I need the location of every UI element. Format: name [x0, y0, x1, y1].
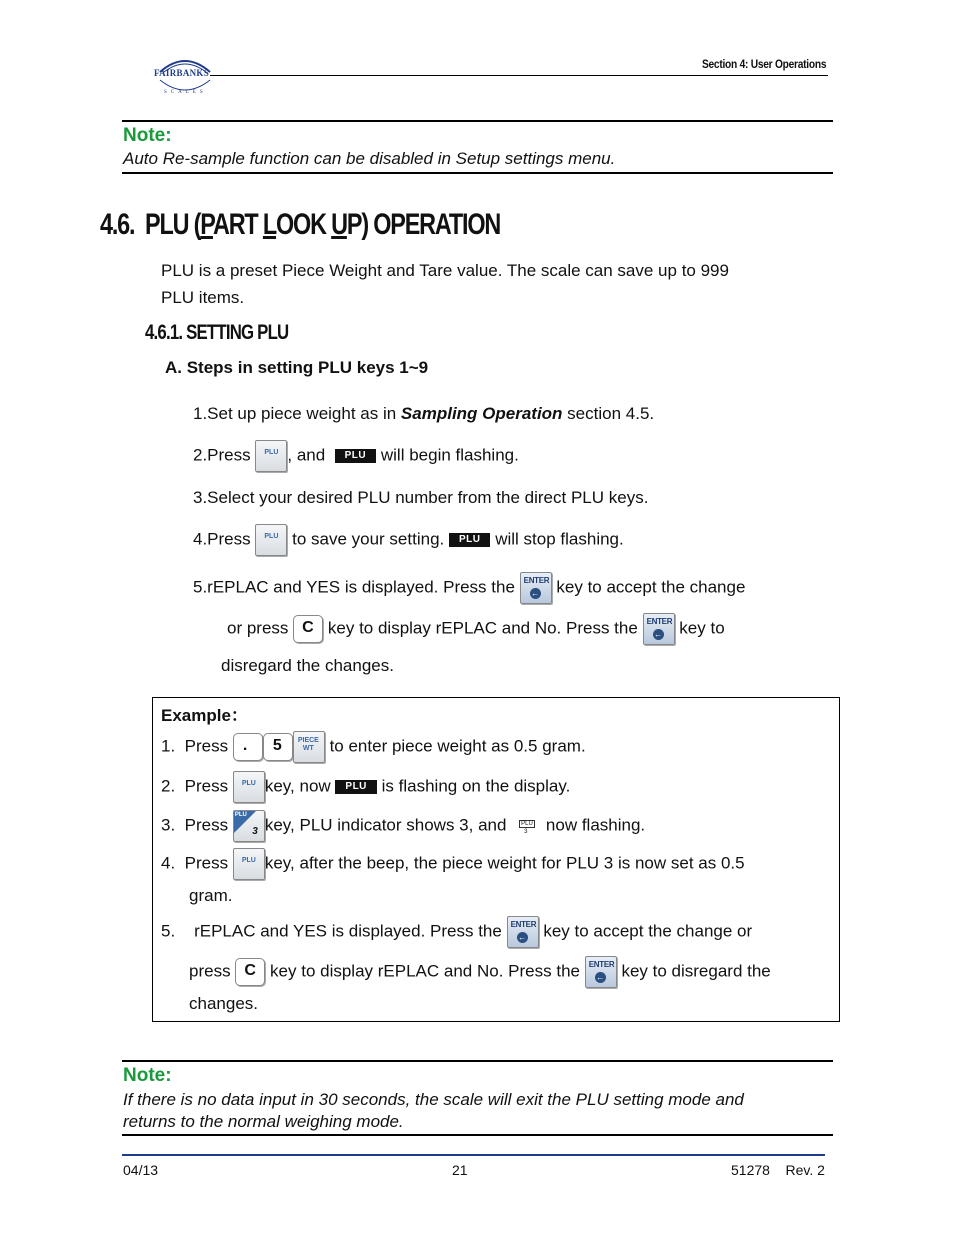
example-text: to enter piece weight as 0.5 gram.: [329, 736, 586, 756]
heading-part: OOK: [276, 208, 332, 241]
step-5-end: disregard the changes.: [221, 656, 394, 675]
example-num: 4.: [161, 853, 176, 873]
plu-key-icon: [233, 771, 265, 803]
enter-key-icon: [585, 956, 617, 988]
doc-number: 51278 Rev. 2: [731, 1162, 825, 1178]
plu-key-icon: [255, 440, 287, 472]
step-text: 4.Press: [193, 529, 251, 549]
page-number: 21: [452, 1162, 468, 1178]
fairbanks-logo: [150, 52, 220, 100]
logo-text: FAIRBANKS: [154, 68, 210, 78]
intro-line: PLU is a preset Piece Weight and Tare value. The scale can save up to 999: [161, 261, 729, 280]
example-num: 1.: [161, 736, 176, 756]
example-step-5: [161, 916, 752, 948]
example-text: key to disregard the: [621, 961, 771, 981]
example-text: now flashing.: [545, 815, 646, 835]
example-text: is flashing on the display.: [381, 776, 571, 796]
heading-part: L: [262, 208, 277, 241]
example-step-4: [161, 848, 745, 880]
step-text: key to accept the change: [556, 577, 746, 597]
key-arrow: ←: [654, 630, 663, 639]
example-num: 3.: [161, 815, 176, 835]
step-1: [193, 404, 654, 424]
key-cap: PLU: [264, 533, 279, 540]
key-cap: ENTER: [588, 960, 615, 969]
note-body: [123, 1089, 744, 1133]
example-step-4-cont: gram.: [189, 886, 233, 905]
step-3: 3.Select your desired PLU number from the direct PLU keys.: [193, 488, 649, 507]
key-cap-line: WT: [302, 745, 314, 752]
example-num: 5.: [161, 921, 176, 941]
note-title: Note:: [123, 125, 172, 146]
key-arrow: ←: [596, 973, 605, 982]
heading-number: 4.6.: [100, 208, 135, 241]
key-cap: PLU: [234, 812, 247, 818]
piece-wt-key-icon: [293, 731, 325, 763]
heading-part: P: [200, 208, 213, 241]
intro-line: PLU items.: [161, 288, 245, 307]
intro-paragraph: [161, 257, 729, 311]
footer-date: 04/13: [123, 1162, 159, 1178]
footer-rule: [122, 1154, 825, 1156]
key-arrow: ←: [531, 589, 540, 598]
note-body: Auto Re-sample function can be disabled in Setup settings menu.: [123, 149, 616, 168]
indicator-label: PLU: [521, 821, 533, 827]
header-rule: [210, 75, 828, 76]
c-key-icon: [235, 958, 265, 986]
example-num: 2.: [161, 776, 176, 796]
key-cap: ENTER: [523, 576, 550, 585]
step-text: will begin flashing.: [380, 445, 519, 465]
heading-part: U: [331, 208, 347, 241]
enter-key-icon: [507, 916, 539, 948]
five-key-icon: [263, 733, 293, 761]
example-text: Press: [184, 736, 229, 756]
note-line: If there is no data input in 30 seconds, the scale will exit the PLU setting mode and: [123, 1090, 744, 1109]
logo-subtext: SCALES: [164, 90, 207, 95]
step-text: key to display rEPLAC and No. Press the: [327, 618, 638, 638]
key-cap: ENTER: [510, 920, 537, 929]
plu-indicator-badge: PLU: [335, 449, 377, 463]
key-cap: ENTER: [646, 617, 673, 626]
step-text: key to: [679, 618, 725, 638]
example-text: key, after the beep, the piece weight for PLU 3 is now set as 0.5: [264, 853, 745, 873]
example-text: rEPLAC and YES is displayed. Press the: [194, 921, 502, 941]
plu-3-key-icon: [233, 810, 265, 842]
step-2: [193, 440, 519, 472]
example-text: Press: [184, 815, 229, 835]
key-cap: 5: [272, 737, 282, 754]
step-text: 2.Press: [193, 445, 251, 465]
key-cap: PLU: [241, 780, 256, 787]
step-4: [193, 524, 624, 556]
example-text: key to display rEPLAC and No. Press the: [270, 961, 580, 981]
subheading: 4.6.1. SETTING PLU: [145, 321, 289, 344]
key-cap: PLU: [241, 857, 256, 864]
example-text: press: [189, 961, 231, 981]
example-text: Press: [184, 853, 229, 873]
dot-key-icon: [233, 733, 263, 761]
example-text: key, now: [264, 776, 331, 796]
step-text: or press: [227, 618, 289, 638]
heading-part: PLU (: [145, 208, 201, 241]
key-cap: C: [244, 962, 256, 979]
plu-key-icon: [255, 524, 287, 556]
example-title: Example：: [161, 706, 248, 725]
key-cap: PLU: [264, 449, 279, 456]
example-box: [152, 697, 840, 1022]
example-step-3: [161, 810, 645, 842]
example-step-1: [161, 731, 586, 763]
heading-part: P) OPERATION: [346, 208, 501, 241]
key-cap: C: [302, 619, 314, 636]
step-emphasis: Sampling Operation: [400, 404, 563, 423]
note-bottom: [122, 1060, 833, 1136]
key-cap: [298, 737, 319, 753]
step-text: section 4.5.: [562, 404, 655, 423]
heading-part: ART: [212, 208, 263, 241]
key-cap-line: PIECE: [297, 737, 319, 744]
step-text: , and: [287, 445, 326, 465]
example-step-5-cont: [189, 956, 771, 988]
step-5-cont: [227, 613, 725, 645]
example-text: key to accept the change or: [543, 921, 753, 941]
section-header: Section 4: User Operations: [701, 57, 826, 71]
c-key-icon: [293, 615, 323, 643]
key-cap: 3: [252, 826, 258, 837]
note-top: [122, 120, 833, 174]
enter-key-icon: [643, 613, 675, 645]
indicator-number: 3: [524, 829, 528, 835]
step-text: to save your setting.: [292, 529, 445, 549]
note-title: Note:: [123, 1065, 172, 1086]
enter-key-icon: [520, 572, 552, 604]
page-title: [100, 208, 500, 242]
example-step-2: [161, 771, 570, 803]
step-text: 1.Set up piece weight as in: [193, 404, 401, 423]
note-line: returns to the normal weighing mode.: [123, 1112, 404, 1131]
plu-flashing-indicator-icon: [511, 814, 541, 838]
step-text: will stop flashing.: [495, 529, 624, 549]
step-text: 5.rEPLAC and YES is displayed. Press the: [193, 577, 515, 597]
key-cap: .: [242, 737, 248, 754]
example-text: key, PLU indicator shows 3, and: [264, 815, 507, 835]
example-text: Press: [184, 776, 229, 796]
plu-key-icon: [233, 848, 265, 880]
key-arrow: ←: [518, 933, 527, 942]
plu-indicator-badge: PLU: [335, 780, 377, 794]
steps-heading: A. Steps in setting PLU keys 1~9: [165, 358, 429, 377]
example-step-5-end: changes.: [189, 994, 258, 1013]
step-5: [193, 572, 745, 604]
plu-indicator-badge: PLU: [449, 533, 491, 547]
